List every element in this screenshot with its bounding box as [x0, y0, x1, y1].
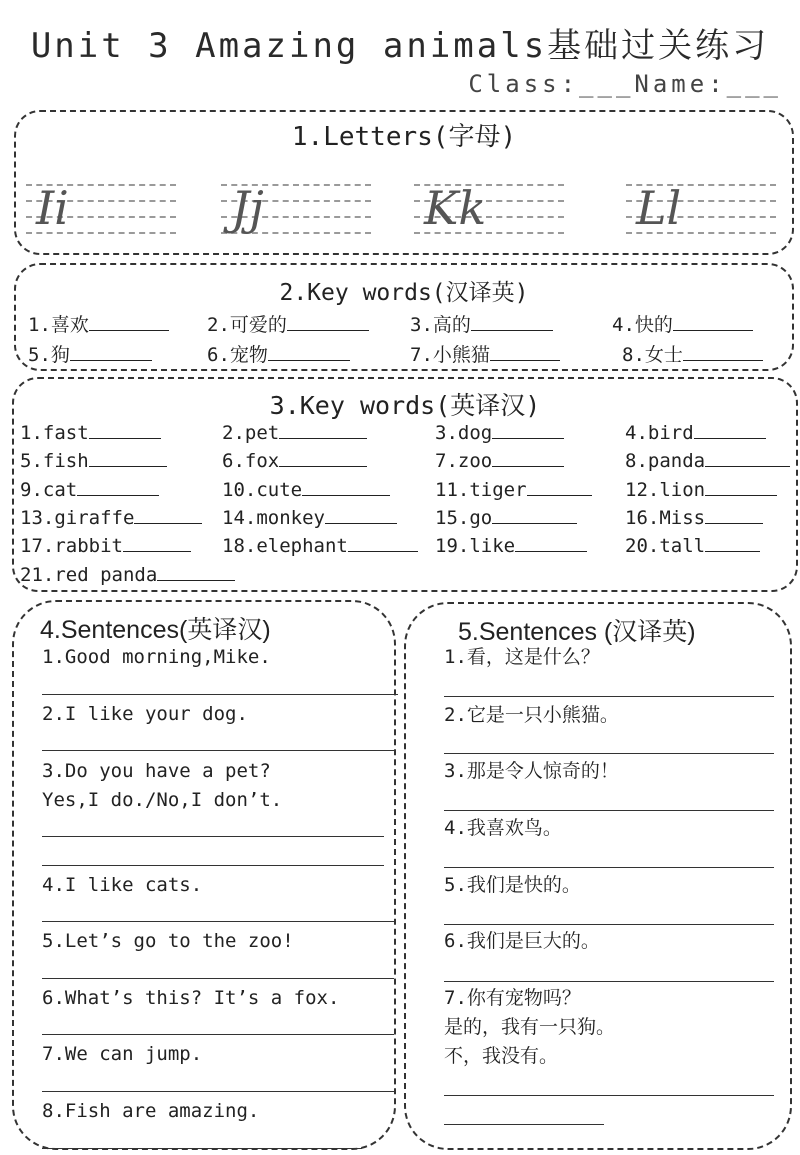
answer-line — [42, 1148, 362, 1149]
letter-kk: Kk — [424, 181, 487, 235]
sentences-cn-en-title: 5.Sentences (汉译英) — [458, 618, 696, 646]
keyword-en-item: 6.fox — [222, 450, 367, 472]
sentence-en: Yes,I do./No,I don’t. — [42, 789, 283, 811]
letter-ii: Ii — [36, 181, 69, 235]
keyword-en-item: 2.pet — [222, 422, 367, 444]
keyword-cn-item: 7.小熊猫 — [410, 340, 560, 367]
answer-line — [42, 1091, 394, 1092]
answer-line — [444, 753, 774, 754]
keyword-en-item: 18.elephant — [222, 535, 418, 557]
answer-line — [444, 1124, 604, 1125]
sentence-cn: 是的，我有一只狗。 — [444, 1016, 616, 1038]
letter-cell-ll — [626, 176, 776, 238]
answer-line — [444, 696, 774, 697]
letters-section-title: 1.Letters(字母) — [291, 122, 517, 152]
page-title: Unit 3 Amazing animals基础过关练习 — [30, 26, 770, 66]
answer-line — [444, 981, 774, 982]
sentence-cn: 1.看，这是什么？ — [444, 646, 600, 668]
keyword-en-item: 3.dog — [435, 422, 564, 444]
keyword-en-item: 4.bird — [625, 422, 766, 444]
keyword-en-item: 12.lion — [625, 479, 777, 501]
keyword-en-item: 17.rabbit — [20, 535, 191, 557]
keyword-en-item: 1.fast — [20, 422, 161, 444]
answer-line — [42, 978, 394, 979]
sentence-en: 3.Do you have a pet? — [42, 760, 271, 782]
keyword-cn-item: 1.喜欢 — [28, 310, 169, 337]
keyword-cn-item: 6.宠物 — [207, 340, 350, 367]
letter-jj: Jj — [231, 181, 264, 235]
letter-cell-kk — [414, 176, 564, 238]
sentence-cn: 2.它是一只小熊猫。 — [444, 704, 619, 726]
answer-line — [42, 750, 394, 751]
keyword-en-item: 13.giraffe — [20, 507, 202, 529]
sentence-cn: 3.那是令人惊奇的！ — [444, 760, 619, 782]
sentence-cn: 不，我没有。 — [444, 1045, 559, 1067]
keyword-en-item: 11.tiger — [435, 479, 592, 501]
sentence-cn: 6.我们是巨大的。 — [444, 930, 600, 952]
keyword-en-item: 15.go — [435, 507, 577, 529]
sentence-en: 1.Good morning,Mike. — [42, 646, 271, 668]
letter-ll: Ll — [636, 181, 682, 235]
sentence-en: 6.What’s this? It’s a fox. — [42, 987, 340, 1009]
keywords-cn-en-title: 2.Key words(汉译英) — [279, 280, 529, 306]
sentence-en: 5.Let’s go to the zoo! — [42, 930, 294, 952]
keyword-en-item: 14.monkey — [222, 507, 397, 529]
sentence-en: 8.Fish are amazing. — [42, 1100, 260, 1122]
keyword-en-item: 5.fish — [20, 450, 167, 472]
keyword-cn-item: 5.狗 — [28, 340, 152, 367]
keyword-en-item: 16.Miss — [625, 507, 763, 529]
answer-line — [42, 694, 398, 695]
keyword-en-item: 10.cute — [222, 479, 390, 501]
answer-line — [444, 924, 774, 925]
keyword-cn-item: 4.快的 — [612, 310, 753, 337]
sentences-en-cn-title: 4.Sentences(英译汉) — [40, 616, 271, 644]
letter-cell-jj — [221, 176, 371, 238]
answer-line — [444, 867, 774, 868]
answer-line — [42, 865, 384, 866]
answer-line — [42, 1034, 394, 1035]
sentence-en: 2.I like your dog. — [42, 703, 248, 725]
keyword-en-item: 7.zoo — [435, 450, 564, 472]
keyword-en-item: 19.like — [435, 535, 587, 557]
sentence-en: 7.We can jump. — [42, 1043, 203, 1065]
keyword-en-item: 21.red panda — [20, 564, 235, 586]
keyword-en-item: 8.panda — [625, 450, 790, 472]
keyword-en-item: 20.tall — [625, 535, 760, 557]
answer-line — [42, 836, 384, 837]
sentence-en: 4.I like cats. — [42, 874, 203, 896]
keywords-en-cn-title: 3.Key words(英译汉) — [269, 391, 541, 420]
keyword-cn-item: 8.女士 — [622, 340, 763, 367]
sentence-cn: 4.我喜欢鸟。 — [444, 817, 562, 839]
answer-line — [42, 921, 394, 922]
keyword-en-item: 9.cat — [20, 479, 159, 501]
class-name-line: Class:___Name:___ — [468, 70, 782, 98]
answer-line — [444, 1095, 774, 1096]
letter-cell-ii — [26, 176, 176, 238]
sentence-cn: 7.你有宠物吗？ — [444, 987, 581, 1009]
sentence-cn: 5.我们是快的。 — [444, 874, 581, 896]
letters-row — [26, 176, 776, 238]
answer-line — [444, 810, 774, 811]
keyword-cn-item: 2.可爱的 — [207, 310, 369, 337]
keyword-cn-item: 3.高的 — [410, 310, 553, 337]
